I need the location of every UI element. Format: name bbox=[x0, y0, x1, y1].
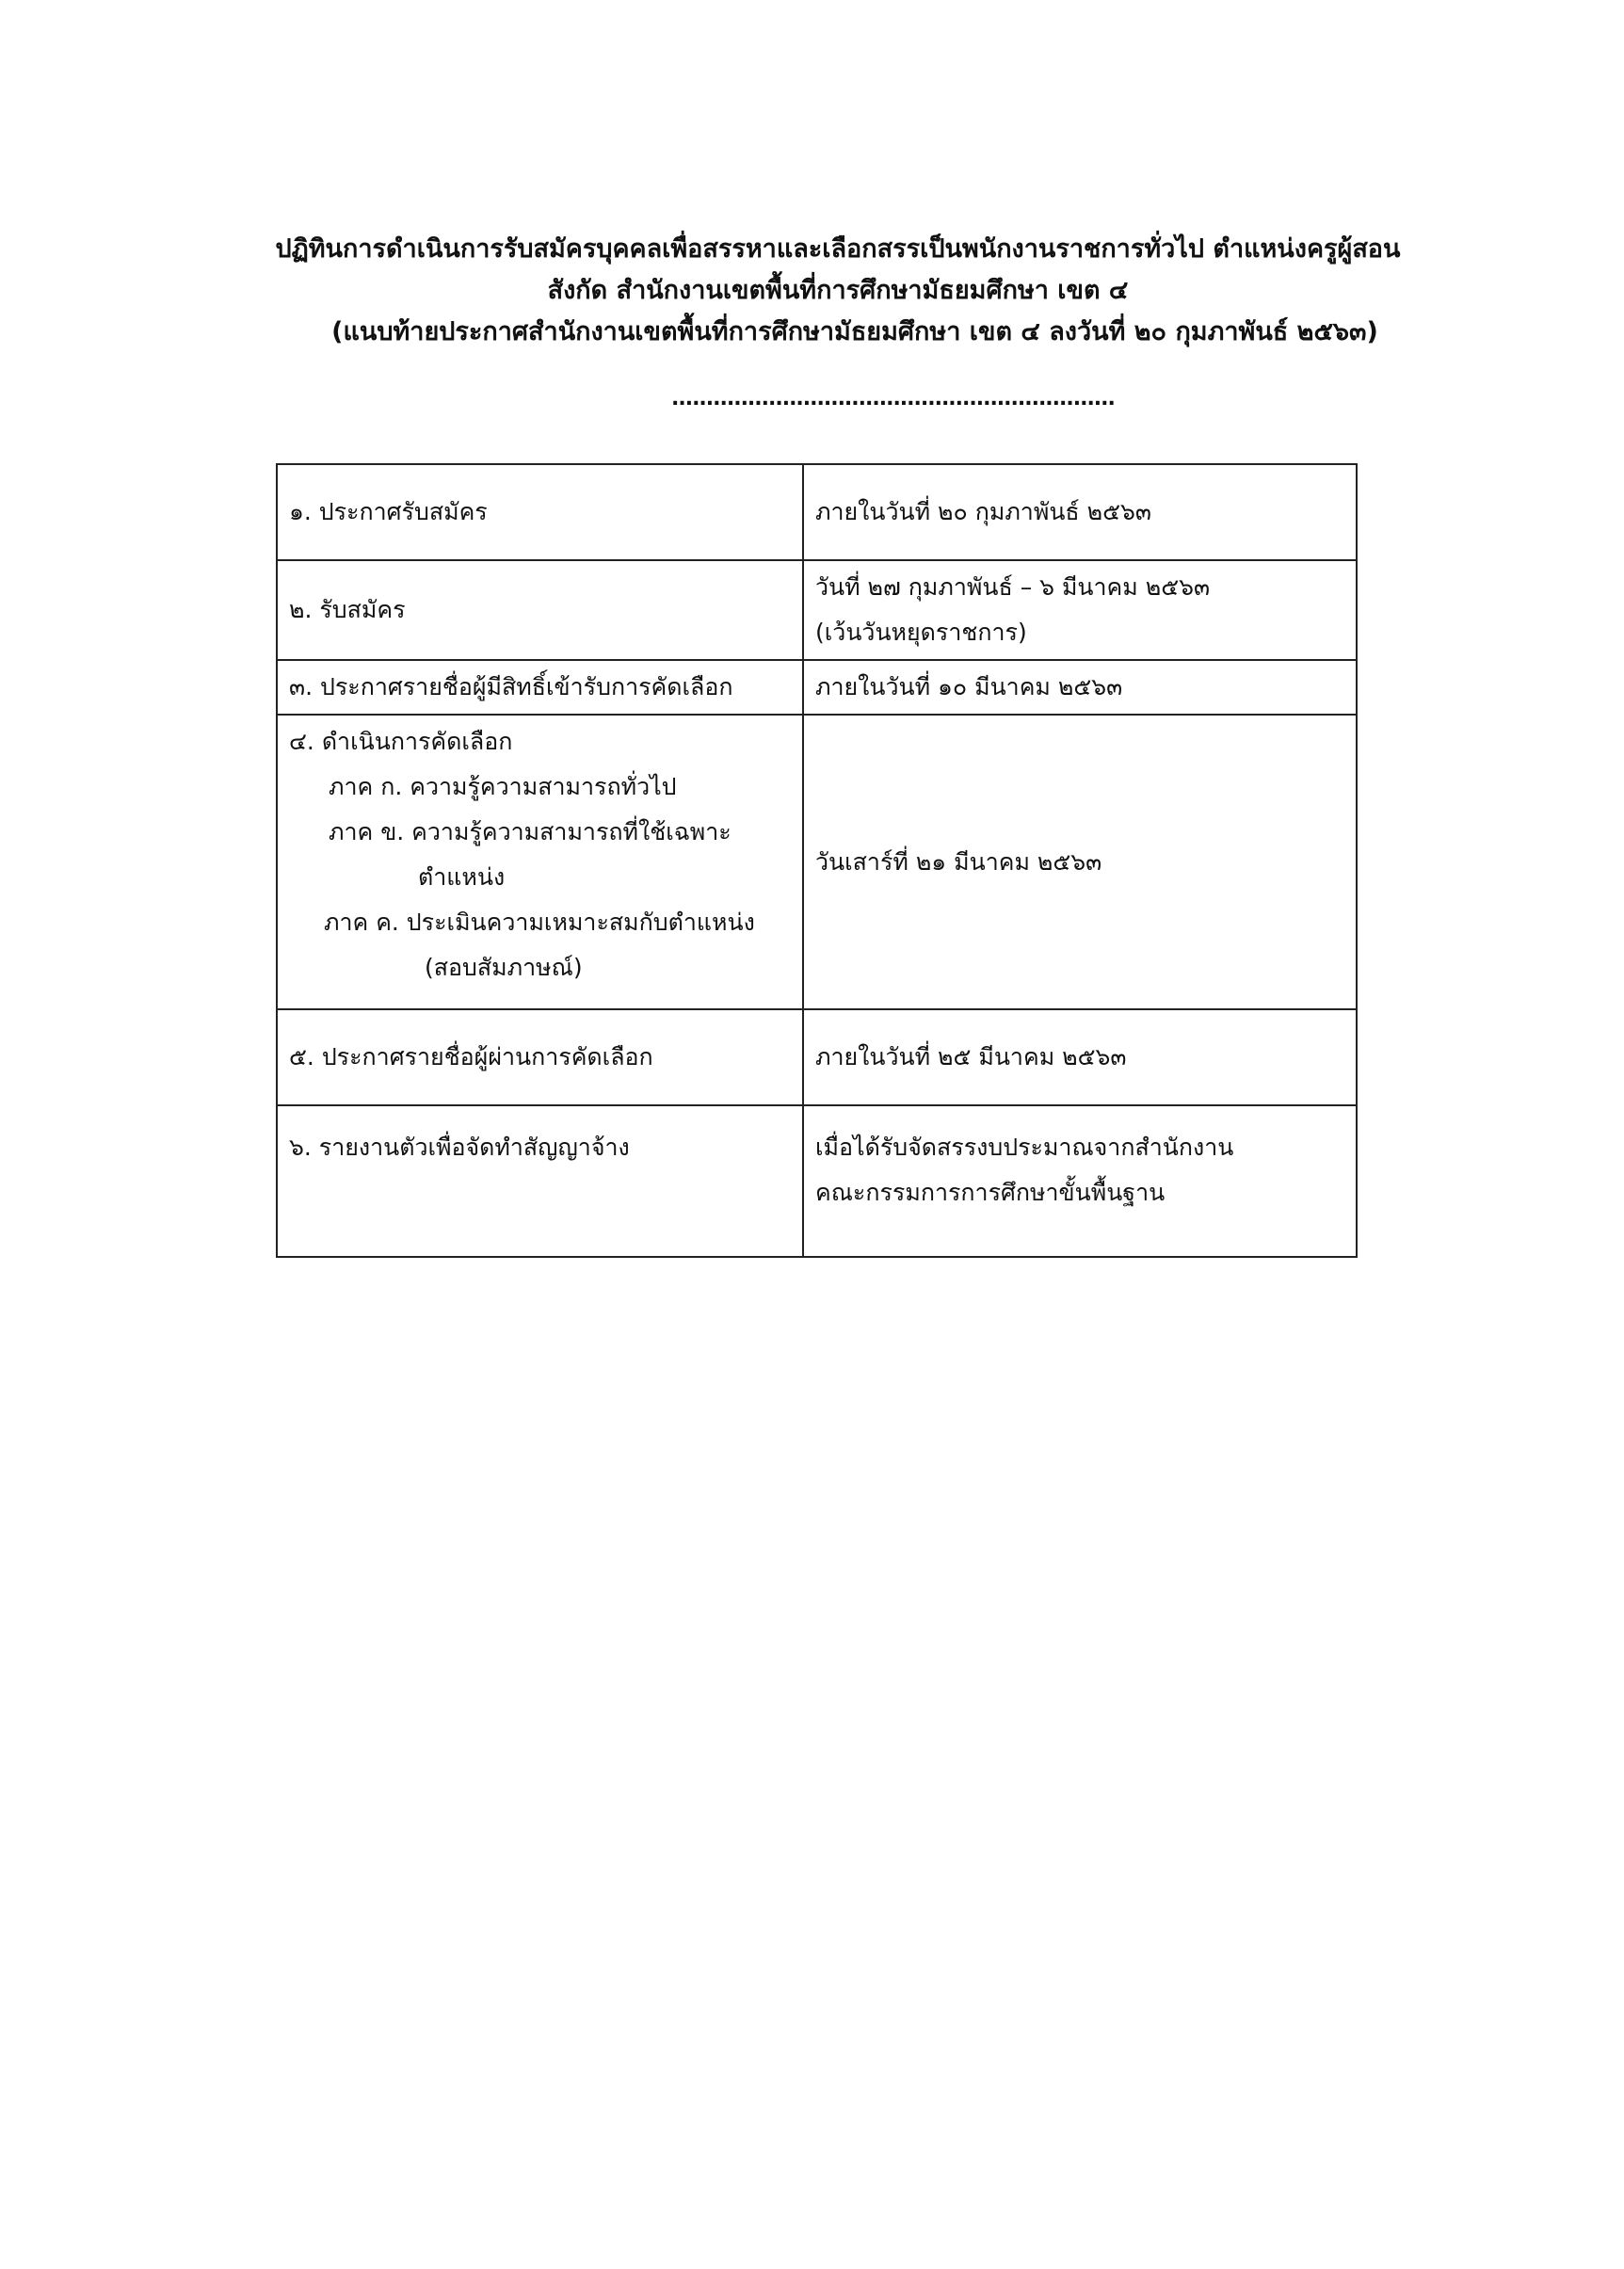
date-cell bbox=[803, 660, 1357, 715]
dotted-separator: ................................................................ bbox=[671, 387, 1115, 410]
activity-label: ๑. ประกาศรับสมัคร bbox=[289, 498, 488, 525]
selection-part-b-cont: ตำแหน่ง bbox=[418, 863, 506, 891]
selection-part-a: ภาค ก. ความรู้ความสามารถทั่วไป bbox=[329, 773, 677, 800]
activity-label: ๕. ประกาศรายชื่อผู้ผ่านการคัดเลือก bbox=[289, 1043, 653, 1070]
activity-cell bbox=[277, 464, 803, 560]
date-cell bbox=[803, 1009, 1357, 1105]
date-label: วันที่ ๒๗ กุมภาพันธ์ – ๖ มีนาคม ๒๕๖๓ bbox=[815, 573, 1211, 601]
activity-label: ๓. ประกาศรายชื่อผู้มีสิทธิ์เข้ารับการคัดเลือก bbox=[289, 673, 733, 700]
selection-part-c: ภาค ค. ประเมินความเหมาะสมกับตำแหน่ง bbox=[324, 909, 755, 936]
selection-part-b: ภาค ข. ความรู้ความสามารถที่ใช้เฉพาะ bbox=[329, 818, 732, 845]
date-label: ภายในวันที่ ๒๕ มีนาคม ๒๕๖๓ bbox=[815, 1043, 1127, 1070]
activity-cell bbox=[277, 560, 803, 660]
date-cell bbox=[803, 560, 1357, 660]
date-label-cont: คณะกรรมการการศึกษาขั้นพื้นฐาน bbox=[815, 1179, 1166, 1206]
activity-cell bbox=[277, 715, 803, 1009]
date-label: ภายในวันที่ ๒๐ กุมภาพันธ์ ๒๕๖๓ bbox=[815, 498, 1151, 525]
selection-part-c-cont: (สอบสัมภาษณ์) bbox=[425, 954, 583, 981]
date-cell bbox=[803, 1105, 1357, 1257]
activity-cell bbox=[277, 1009, 803, 1105]
heading-title: ปฏิทินการดำเนินการรับสมัครบุคคลเพื่อสรรหาและเลือกสรรเป็นพนักงานราชการทั่วไป ตำแหน่งครูผู้สอน bbox=[275, 234, 1401, 264]
activity-label: ๖. รายงานตัวเพื่อจัดทำสัญญาจ้าง bbox=[289, 1134, 630, 1161]
activity-cell bbox=[277, 660, 803, 715]
date-label: วันเสาร์ที่ ๒๑ มีนาคม ๒๕๖๓ bbox=[815, 847, 1102, 876]
table-row bbox=[277, 1105, 1357, 1257]
activity-label: ๔. ดำเนินการคัดเลือก bbox=[289, 728, 513, 755]
activity-label: ๒. รับสมัคร bbox=[289, 596, 406, 623]
date-label: เมื่อได้รับจัดสรรงบประมาณจากสำนักงาน bbox=[815, 1134, 1234, 1161]
date-cell bbox=[803, 715, 1357, 1009]
heading-attachment-note: (แนบท้ายประกาศสำนักงานเขตพื้นที่การศึกษามัธยมศึกษา เขต ๔ ลงวันที่ ๒๐ กุมภาพันธ์ ๒๕๖๓) bbox=[331, 317, 1378, 346]
table-row bbox=[277, 1009, 1357, 1105]
heading-affiliation: สังกัด สำนักงานเขตพื้นที่การศึกษามัธยมศึกษา เขต ๔ bbox=[547, 276, 1129, 305]
activity-cell bbox=[277, 1105, 803, 1257]
table-row bbox=[277, 660, 1357, 715]
table-row bbox=[277, 464, 1357, 560]
date-note: (เว้นวันหยุดราชการ) bbox=[815, 619, 1027, 646]
schedule-table bbox=[276, 463, 1358, 1258]
date-cell bbox=[803, 464, 1357, 560]
table-row bbox=[277, 560, 1357, 660]
date-label: ภายในวันที่ ๑๐ มีนาคม ๒๕๖๓ bbox=[815, 673, 1123, 700]
table-row bbox=[277, 715, 1357, 1009]
document-heading bbox=[226, 229, 1450, 353]
